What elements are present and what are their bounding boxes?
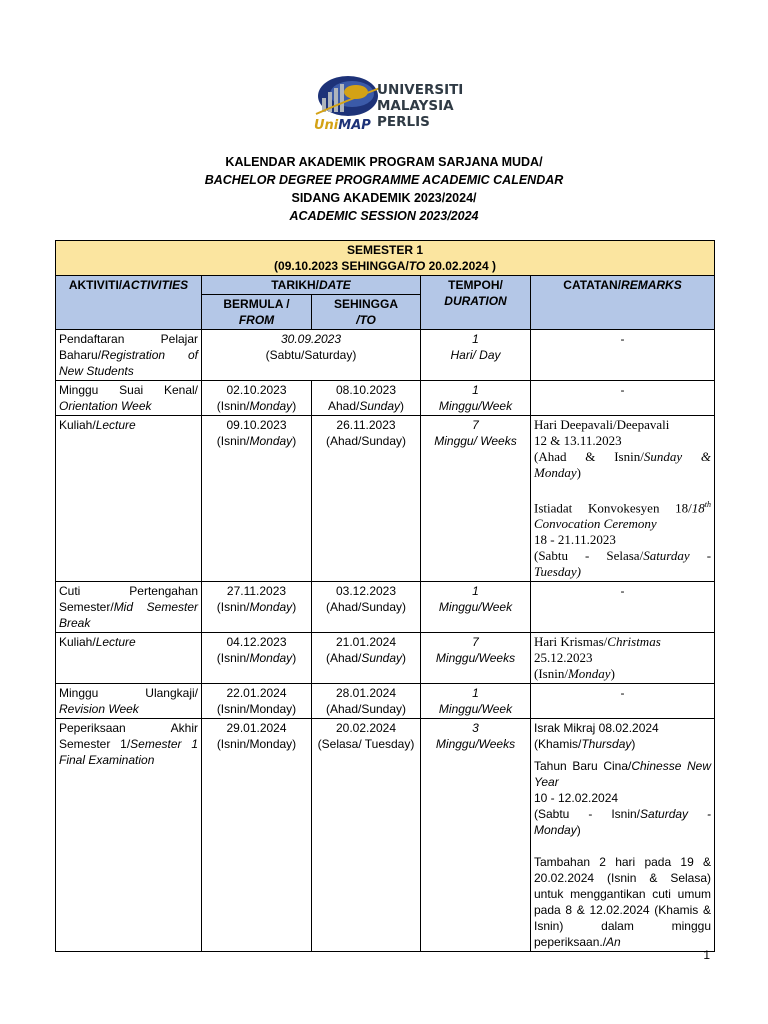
remark-line bbox=[534, 736, 711, 752]
table-row bbox=[56, 684, 715, 719]
remark-part: Chinesse New Year bbox=[534, 759, 712, 790]
logo-line-3: PERLIS bbox=[377, 114, 430, 130]
to-day bbox=[315, 650, 417, 666]
remark-part: Thursday bbox=[581, 737, 632, 752]
from-date: 22.01.2024 bbox=[226, 686, 287, 701]
activity-text-en: Lecture bbox=[95, 418, 136, 432]
activity-cell bbox=[56, 684, 202, 719]
to-date: 28.01.2024 bbox=[335, 686, 397, 701]
remark-part: 18 bbox=[691, 500, 705, 516]
from-cell bbox=[202, 719, 312, 952]
logo-line-1: UNIVERSITI bbox=[377, 82, 464, 98]
duration-value: 1 bbox=[472, 332, 479, 346]
to-cell bbox=[312, 416, 421, 582]
remark-text: - bbox=[620, 332, 625, 346]
from-day-c: ) bbox=[292, 434, 297, 448]
remark-part: Convocation Ceremony bbox=[534, 516, 657, 532]
semester-name: SEMESTER 1 bbox=[346, 243, 424, 257]
date-cell bbox=[202, 330, 421, 381]
duration-cell bbox=[421, 684, 531, 719]
activity-text: Pendaftaran Pelajar Baharu/ bbox=[59, 332, 198, 362]
calendar-table bbox=[55, 240, 715, 952]
from-date: 27.11.2023 bbox=[226, 584, 287, 599]
title-line-4: ACADEMIC SESSION 2023/2024 bbox=[289, 209, 479, 223]
remark-line: Israk Mikraj 08.02.2024 bbox=[534, 721, 659, 736]
from-day: (Isnin/Monday) bbox=[216, 702, 297, 717]
remarks-cell bbox=[531, 416, 715, 582]
header-to-a: SEHINGGA bbox=[333, 297, 398, 311]
remark-line bbox=[534, 806, 711, 838]
to-cell bbox=[312, 719, 421, 952]
remark-text: - bbox=[620, 584, 625, 599]
remarks-cell bbox=[531, 719, 715, 952]
header-date-a: TARIKH/ bbox=[271, 278, 319, 292]
remark-line bbox=[534, 497, 711, 532]
remark-line bbox=[534, 666, 711, 682]
remark-part: ) bbox=[576, 465, 581, 480]
to-day-a: Ahad/ bbox=[327, 399, 360, 413]
remark-line bbox=[534, 634, 711, 650]
header-remarks-a: CATATAN/ bbox=[563, 278, 622, 292]
duration-unit: Minggu/Week bbox=[438, 600, 513, 615]
activity-text: Peperiksaan Akhir Semester 1/ bbox=[59, 721, 198, 752]
semester-range bbox=[59, 258, 711, 274]
from-cell bbox=[202, 633, 312, 684]
table-row bbox=[56, 381, 715, 416]
header-to bbox=[312, 295, 421, 330]
remark-part: Christmas bbox=[607, 634, 661, 650]
remark-part: Hari Krismas/ bbox=[534, 634, 608, 650]
to-date: 26.11.2023 bbox=[336, 418, 396, 432]
remarks-cell bbox=[531, 684, 715, 719]
duration-value: 1 bbox=[472, 584, 479, 599]
logo-wordmark bbox=[377, 82, 463, 130]
from-day-b: Monday bbox=[249, 651, 293, 666]
from-day: (Isnin/Monday) bbox=[216, 737, 297, 752]
to-day: (Ahad/Sunday) bbox=[325, 434, 407, 448]
title-line-2: BACHELOR DEGREE PROGRAMME ACADEMIC CALENDAR bbox=[204, 173, 564, 187]
remark-line: 25.12.2023 bbox=[534, 650, 593, 666]
activity-cell bbox=[56, 330, 202, 381]
to-day: (Selasa/ Tuesday) bbox=[317, 737, 415, 752]
header-to-b: /TO bbox=[356, 313, 376, 327]
semester-range-c: 20.02.2024 ) bbox=[425, 259, 496, 273]
from-cell bbox=[202, 684, 312, 719]
title-line-1: KALENDAR AKADEMIK PROGRAM SARJANA MUDA/ bbox=[225, 155, 543, 169]
header-remarks-b: REMARKS bbox=[621, 278, 682, 292]
remark-line bbox=[534, 758, 711, 790]
to-cell bbox=[312, 582, 421, 633]
table-row bbox=[56, 416, 715, 582]
from-day-a: (Isnin/ bbox=[216, 651, 250, 666]
from-day-c: ) bbox=[292, 399, 297, 413]
duration-cell bbox=[421, 330, 531, 381]
duration-cell bbox=[421, 381, 531, 416]
date-value: 30.09.2023 bbox=[280, 332, 342, 346]
duration-unit: Minggu/Week bbox=[438, 399, 513, 413]
from-cell bbox=[202, 381, 312, 416]
to-cell bbox=[312, 633, 421, 684]
remark-line bbox=[534, 854, 711, 950]
remark-part: (Sabtu - Selasa/ bbox=[534, 548, 644, 564]
duration-cell bbox=[421, 633, 531, 684]
to-day-a: (Ahad/ bbox=[325, 651, 362, 666]
to-cell bbox=[312, 381, 421, 416]
semester-cell bbox=[56, 241, 715, 276]
header-duration bbox=[421, 276, 531, 330]
from-day bbox=[205, 433, 308, 449]
to-date: 21.01.2024 bbox=[335, 635, 397, 650]
remark-part: ) bbox=[631, 737, 636, 752]
duration-value: 3 bbox=[472, 721, 479, 736]
remark-part: (Isnin/ bbox=[534, 666, 568, 682]
from-day-c: ) bbox=[292, 651, 297, 666]
activity-cell bbox=[56, 719, 202, 952]
from-date: 02.10.2023 bbox=[226, 383, 287, 397]
to-day bbox=[315, 398, 417, 414]
header-activities-b: ACTIVITIES bbox=[122, 278, 189, 292]
to-date: 20.02.2024 bbox=[335, 721, 397, 736]
logo-brand bbox=[314, 118, 371, 133]
remark-part: An bbox=[606, 935, 621, 950]
logo-brand-pre: Uni bbox=[314, 118, 339, 133]
remark-part: Istiadat Konvokesyen 18/ bbox=[534, 500, 692, 516]
activity-text-en: Revision Week bbox=[59, 702, 139, 717]
header-activities-a: AKTIVITI/ bbox=[68, 278, 123, 292]
activity-cell bbox=[56, 582, 202, 633]
from-day-a: (Isnin/ bbox=[216, 434, 250, 448]
header-duration-a: TEMPOH/ bbox=[448, 278, 503, 292]
to-day: (Ahad/Sunday) bbox=[325, 702, 407, 717]
from-date: 04.12.2023 bbox=[226, 635, 287, 650]
from-day bbox=[205, 599, 308, 615]
to-day-c: ) bbox=[400, 399, 405, 413]
header-from-a: BERMULA / bbox=[223, 297, 290, 311]
to-day: (Ahad/Sunday) bbox=[325, 600, 407, 615]
header-date bbox=[202, 276, 421, 295]
remark-part: Tahun Baru Cina/ bbox=[534, 759, 632, 774]
remark-part: (Ahad & Isnin/ bbox=[534, 449, 644, 464]
remarks-cell bbox=[531, 582, 715, 633]
semester-range-b: TO bbox=[408, 259, 426, 273]
activity-text-en: Mid Semester Break bbox=[59, 600, 198, 631]
from-cell bbox=[202, 582, 312, 633]
remark-part: ) bbox=[576, 823, 581, 838]
activity-cell bbox=[56, 416, 202, 582]
remarks-cell bbox=[531, 381, 715, 416]
duration-unit: Hari/ Day bbox=[450, 348, 501, 362]
logo-brand-post: MAP bbox=[338, 118, 371, 133]
remark-part: Saturday - Monday bbox=[534, 807, 712, 838]
header-duration-b: DURATION bbox=[444, 294, 507, 308]
to-day-b: Sunday bbox=[361, 651, 403, 666]
remark-line: Hari Deepavali/Deepavali bbox=[534, 417, 670, 432]
to-date: 03.12.2023 bbox=[335, 584, 397, 599]
table-row bbox=[56, 633, 715, 684]
remark-part: th bbox=[704, 500, 712, 509]
activity-text-en: Semester 1 Final Examination bbox=[59, 737, 198, 768]
semester-range-a: (09.10.2023 SEHINGGA/ bbox=[274, 259, 409, 273]
remark-text: - bbox=[620, 383, 625, 397]
remark-line: 10 - 12.02.2024 bbox=[534, 791, 619, 806]
duration-value: 7 bbox=[472, 635, 479, 650]
header-from-b: FROM bbox=[238, 313, 275, 327]
remarks-cell bbox=[531, 330, 715, 381]
document-title bbox=[0, 153, 768, 225]
duration-unit: Minggu/Weeks bbox=[435, 737, 516, 752]
from-day-a: (Isnin/ bbox=[216, 399, 250, 413]
from-day-a: (Isnin/ bbox=[216, 600, 250, 615]
activity-cell bbox=[56, 633, 202, 684]
logo-line-2: MALAYSIA bbox=[377, 98, 454, 114]
remark-part: Sunday & Monday bbox=[534, 449, 712, 480]
duration-cell bbox=[421, 719, 531, 952]
remark-line: 12 & 13.11.2023 bbox=[534, 433, 622, 448]
duration-unit: Minggu/Week bbox=[438, 702, 513, 717]
remark-text: - bbox=[620, 686, 625, 701]
activity-text: Kuliah/ bbox=[59, 635, 96, 650]
table-row bbox=[56, 719, 715, 952]
remark-part: Saturday - Tuesday) bbox=[534, 548, 712, 580]
remark-part: (Khamis/ bbox=[534, 737, 582, 752]
remark-line bbox=[534, 449, 711, 481]
date-day: (Sabtu/Saturday) bbox=[265, 348, 357, 362]
title-line-3: SIDANG AKADEMIK 2023/2024/ bbox=[291, 191, 477, 205]
page-number: 1 bbox=[703, 948, 710, 962]
from-day-b: Monday bbox=[249, 600, 293, 615]
header-remarks bbox=[531, 276, 715, 330]
duration-value: 1 bbox=[472, 383, 479, 397]
header-date-b: DATE bbox=[319, 278, 351, 292]
remarks-cell bbox=[531, 633, 715, 684]
remark-part: ) bbox=[610, 666, 615, 682]
activity-text: Kuliah/ bbox=[59, 418, 96, 432]
duration-cell bbox=[421, 582, 531, 633]
header-activities bbox=[56, 276, 202, 330]
table-row bbox=[56, 582, 715, 633]
from-day bbox=[205, 398, 308, 414]
from-day-c: ) bbox=[292, 600, 297, 615]
from-day-b: Monday bbox=[249, 399, 293, 413]
to-date: 08.10.2023 bbox=[335, 383, 397, 397]
remark-part: Tambahan 2 hari pada 19 & 20.02.2024 (Isnin & Selasa) untuk menggantikan cuti umum pada 8 & 12.02.2024 (Khamis & Isnin) dalam minggu peperiksaan./ bbox=[534, 855, 712, 950]
activity-text-en: Lecture bbox=[95, 635, 136, 650]
from-date: 09.10.2023 bbox=[226, 418, 287, 432]
duration-unit: Minggu/Weeks bbox=[435, 651, 516, 666]
activity-text: Minggu Suai Kenal/ bbox=[59, 383, 198, 397]
table-row bbox=[56, 330, 715, 381]
from-day-b: Monday bbox=[249, 434, 293, 448]
remark-line bbox=[534, 548, 711, 580]
activity-text: Minggu Ulangkaji/ bbox=[59, 686, 198, 701]
remark-part: Monday bbox=[567, 666, 611, 682]
to-day-b: Sunday bbox=[359, 399, 401, 413]
activity-cell bbox=[56, 381, 202, 416]
activity-text-en: Orientation Week bbox=[59, 399, 152, 413]
from-cell bbox=[202, 416, 312, 582]
remark-line: 18 - 21.11.2023 bbox=[534, 532, 616, 548]
duration-unit: Minggu/ Weeks bbox=[434, 434, 517, 448]
duration-value: 7 bbox=[472, 418, 479, 432]
header-row-1 bbox=[56, 276, 715, 295]
to-cell bbox=[312, 684, 421, 719]
header-from bbox=[202, 295, 312, 330]
duration-cell bbox=[421, 416, 531, 582]
semester-row bbox=[56, 241, 715, 276]
from-date: 29.01.2024 bbox=[226, 721, 287, 736]
from-day bbox=[205, 650, 308, 666]
remark-part: (Sabtu - Isnin/ bbox=[534, 807, 641, 822]
to-day-c: ) bbox=[402, 651, 407, 666]
duration-value: 1 bbox=[472, 686, 479, 701]
activity-text: Cuti Pertengahan Semester/ bbox=[59, 584, 198, 615]
activity-text-en: Registration of New Students bbox=[59, 348, 198, 378]
